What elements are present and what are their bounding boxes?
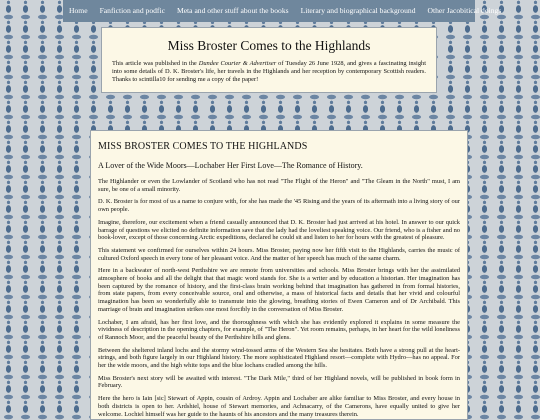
article-box xyxy=(90,130,468,420)
nav-meta-books[interactable]: Meta and other stuff about the books xyxy=(176,6,289,15)
article-paragraph: Miss Broster's next story will be awaited with interest. "The Dark Mile," third of her Highland novels, will be published in book form in February. xyxy=(98,374,460,390)
article-paragraph: Lochaber, I am afraid, has her first love, and the thoroughness with which she has evidently explored it explains in some measure the vividness of description in the opening chapters, for example, of "The Heron". Yet room remains, perhaps, in her heart for the wild loneliness of Rannoch Moor, and the peaceful beauty of the Perthshire hills and glens. xyxy=(98,318,460,341)
article-paragraph: Imagine, therefore, our excitement when a friend casually announced that D. K. Broster had just arrived at his hotel. In answer to our quick barrage of questions we elicited no definite information save that the lady had the loveliest speaking voice. Our friend, who is a fisher and no book-lover, except of those concerning Arctic expeditions, declared he could sit and listen to her for hours with the greatest of pleasure. xyxy=(98,218,460,242)
article-paragraph: This statement we confirmed for ourselves within 24 hours. Miss Broster, paying now her fifth visit to the Highlands, carries the music of cultured Oxford speech in every tone of her pleasant voice. And the matter of her speech has much of the same charm. xyxy=(98,246,460,262)
intro-text xyxy=(112,60,426,84)
article-paragraph: The Highlander or even the Lowlander of Scotland who has not read "The Flight of the Heron" and "The Gleam in the North" must, I am sure, be one of a small minority. xyxy=(98,178,460,193)
article-paragraph: Between the sheltered inland lochs and the stormy wind-tossed arms of the Western Sea she hesitates. Both have a strong pull at the heart-strings, and both figure largely in our Highland history. The more sophisticated Highland resort—complete with Hydro—has no appeal. For her the wide moors, and the high white tops and the blue lochans cradled among the hills. xyxy=(98,346,460,370)
article-paragraph: D. K. Broster is for most of us a name to conjure with, for she has made the '45 Rising and the years of its aftermath into a living story of our own people. xyxy=(98,198,460,214)
nav-jacobitical-doings[interactable]: Other Jacobitical doings xyxy=(427,6,502,15)
nav-literary-background[interactable]: Literary and biographical background xyxy=(300,6,416,15)
article-heading: MISS BROSTER COMES TO THE HIGHLANDS xyxy=(98,141,308,152)
article-paragraph: Here the hero is Iain [sic] Stewart of Appin, cousin of Ardroy. Appin and Lochaber are alike familiar to Miss Broster, and every house in both districts is open to her. Ardshiel, house of Stewart memories, and Achnacarry, of the Camerons, have equally united to give her welcome. Lochiel himself was her guide to the haunts of his ancestors and the many treasures therein. xyxy=(98,395,460,418)
header-box xyxy=(101,27,437,93)
intro-newspaper-name: Dundee Courier & Advertiser xyxy=(198,60,277,67)
top-navbar xyxy=(63,0,502,22)
page-title: Miss Broster Comes to the Highlands xyxy=(167,38,371,53)
nav-home[interactable]: Home xyxy=(69,6,88,15)
intro-part2: of Tuesday 26 June 1928, and gives a fascinating insight into some details of D. K. Broster's life, her travels in the Highlands and her reception by contemporary Scottish readers. Thanks to scintilla10 for sending me a copy of the paper! xyxy=(112,60,426,83)
article-subheading: A Lover of the Wide Moors—Lochaber Her First Love—The Romance of History. xyxy=(98,161,363,170)
article-paragraph: Here in a backwater of north-west Perthshire we are remote from universities and schools. Miss Broster brings with her the assimilated atmosphere of books and all the delight that that magic word stands for. She is a writer and by education a historian. Her imagination has been captured by the romance of history, and the first-class brain working behind that imagination has gathered in from formal histories, from state papers, from every conceivable source, oral and otherwise, a mass of historical facts and details that her vivid and colourful imagination has been so wonderfully able to transmute into the glowing, breathing stories of Ewen Cameron and of Dr Archibald. This marriage of brain and imagination strikes one most forcibly in the conversation of Miss Broster. xyxy=(98,267,460,313)
nav-fanfiction-podfic[interactable]: Fanfiction and podfic xyxy=(99,6,165,15)
intro-part1: This article was published in the xyxy=(112,60,199,67)
